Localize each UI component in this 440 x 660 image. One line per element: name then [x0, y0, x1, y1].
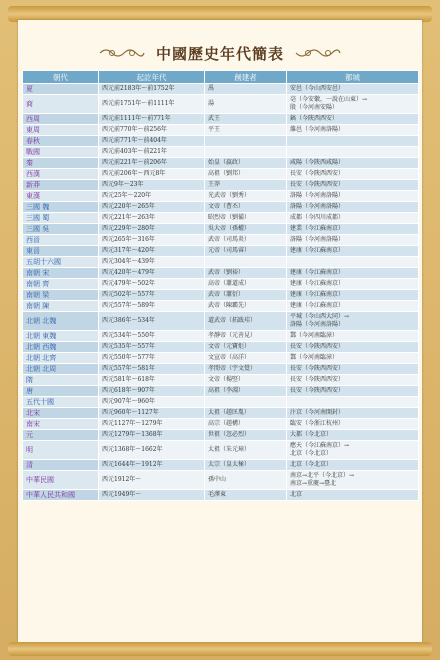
- table-row: [23, 342, 419, 353]
- cloud-ornament-icon: [98, 46, 146, 60]
- table-row: [23, 95, 419, 114]
- dynasty-cell: 清: [23, 460, 99, 471]
- capital-line: 建康（今江蘇南京）: [290, 280, 345, 287]
- dynasty-cell: 東周: [23, 125, 99, 136]
- years-cell: 西元25年～220年: [99, 191, 205, 202]
- capital-cell: [287, 114, 419, 125]
- capital-cell: [287, 397, 419, 408]
- years-cell: 西元960年～1127年: [99, 408, 205, 419]
- founder-cell: 高祖（李淵）: [205, 386, 287, 397]
- founder-cell: 孝閔帝（宇文覺）: [205, 364, 287, 375]
- capital-line: 長安（今陝西西安）: [290, 365, 345, 372]
- table-row: [23, 246, 419, 257]
- table-row: [23, 290, 419, 301]
- founder-cell: 武帝（司馬炎）: [205, 235, 287, 246]
- years-cell: 西元535年～557年: [99, 342, 205, 353]
- years-cell: 西元1949年～: [99, 490, 205, 501]
- founder-cell: 文宣帝（高洋）: [205, 353, 287, 364]
- table-row: [23, 408, 419, 419]
- capital-line: 殷（今河南安陽）: [290, 104, 339, 111]
- years-cell: 西元前770年～前256年: [99, 125, 205, 136]
- founder-cell: 太祖（朱元璋）: [205, 441, 287, 460]
- years-cell: 西元265年～316年: [99, 235, 205, 246]
- capital-cell: [287, 257, 419, 268]
- years-cell: 西元1644年～1912年: [99, 460, 205, 471]
- founder-cell: [205, 147, 287, 158]
- capital-line: 建業（今江蘇南京）: [290, 225, 345, 232]
- years-cell: 西元1368年～1662年: [99, 441, 205, 460]
- dynasty-cell: 南朝 齊: [23, 279, 99, 290]
- founder-cell: 武帝（蕭衍）: [205, 290, 287, 301]
- capital-line: 平城（今山西大同）→: [290, 313, 350, 320]
- capital-cell: [287, 342, 419, 353]
- table-body: [23, 84, 419, 501]
- table-row: [23, 114, 419, 125]
- dynasty-cell: 三國 魏: [23, 202, 99, 213]
- scroll-roller-bottom: [8, 642, 432, 656]
- capital-cell: [287, 353, 419, 364]
- dynasty-cell: 商: [23, 95, 99, 114]
- founder-cell: 孝靜帝（元善見）: [205, 331, 287, 342]
- years-cell: 西元479年～502年: [99, 279, 205, 290]
- founder-cell: 孫中山: [205, 471, 287, 490]
- table-row: [23, 364, 419, 375]
- capital-line: 長安（今陝西西安）: [290, 387, 345, 394]
- years-cell: 西元220年～265年: [99, 202, 205, 213]
- years-cell: 西元386年～534年: [99, 312, 205, 331]
- dynasty-cell: 唐: [23, 386, 99, 397]
- founder-cell: 世祖（忽必烈）: [205, 430, 287, 441]
- capital-cell: [287, 246, 419, 257]
- table-row: [23, 386, 419, 397]
- capital-line: 長安（今陝西西安）: [290, 170, 345, 177]
- dynasty-cell: 戰國: [23, 147, 99, 158]
- capital-line: 長安（今陝西西安）: [290, 376, 345, 383]
- capital-line: 臨安（今浙江杭州）: [290, 420, 345, 427]
- founder-cell: 毛澤東: [205, 490, 287, 501]
- founder-cell: [205, 257, 287, 268]
- capital-line: 應天（今江蘇南京）→: [290, 442, 350, 449]
- capital-line: 南京→北平（今北京）→: [290, 472, 355, 479]
- founder-cell: 平王: [205, 125, 287, 136]
- dynasty-cell: 春秋: [23, 136, 99, 147]
- capital-cell: [287, 430, 419, 441]
- table-row: [23, 430, 419, 441]
- capital-line: 大都（今北京）: [290, 431, 333, 438]
- dynasty-cell: 五胡十六國: [23, 257, 99, 268]
- dynasty-cell: 南朝 陳: [23, 301, 99, 312]
- capital-line: 北京（今北京）: [290, 461, 333, 468]
- capital-line: 成都（今四川成都）: [290, 214, 345, 221]
- founder-cell: 王莽: [205, 180, 287, 191]
- founder-cell: 武帝（劉裕）: [205, 268, 287, 279]
- years-cell: 西元前2183年～前1752年: [99, 84, 205, 95]
- capital-cell: [287, 180, 419, 191]
- founder-cell: 始皇（嬴政）: [205, 158, 287, 169]
- dynasty-cell: 中華民國: [23, 471, 99, 490]
- founder-cell: 湯: [205, 95, 287, 114]
- years-cell: 西元前1111年～前771年: [99, 114, 205, 125]
- table-row: [23, 441, 419, 460]
- table-row: [23, 191, 419, 202]
- years-cell: 西元557年～581年: [99, 364, 205, 375]
- table-row: [23, 375, 419, 386]
- table-row: [23, 125, 419, 136]
- years-cell: 西元420年～479年: [99, 268, 205, 279]
- founder-cell: 武帝（陳霸先）: [205, 301, 287, 312]
- years-cell: 西元618年～907年: [99, 386, 205, 397]
- table-row: [23, 460, 419, 471]
- dynasty-cell: 三國 吳: [23, 224, 99, 235]
- years-cell: 西元前771年～前404年: [99, 136, 205, 147]
- header-dynasty: 朝代: [23, 71, 99, 84]
- capital-cell: [287, 312, 419, 331]
- years-cell: 西元1279年～1368年: [99, 430, 205, 441]
- years-cell: 西元前403年～前221年: [99, 147, 205, 158]
- capital-line: 建康（今江蘇南京）: [290, 269, 345, 276]
- capital-line: 北京: [290, 491, 303, 498]
- dynasty-cell: 北朝 西魏: [23, 342, 99, 353]
- capital-line: 建康（今江蘇南京）: [290, 247, 345, 254]
- capital-cell: [287, 202, 419, 213]
- dynasty-cell: 秦: [23, 158, 99, 169]
- years-cell: 西元907年～960年: [99, 397, 205, 408]
- table-row: [23, 257, 419, 268]
- capital-cell: [287, 290, 419, 301]
- table-row: [23, 419, 419, 430]
- capital-cell: [287, 331, 419, 342]
- capital-line: 鎬（今陝西西安）: [290, 115, 339, 122]
- dynasty-cell: 中華人民共和國: [23, 490, 99, 501]
- table-row: [23, 471, 419, 490]
- table-row: [23, 158, 419, 169]
- capital-cell: [287, 191, 419, 202]
- capital-line: 北京（今北京）: [290, 450, 333, 457]
- capital-cell: [287, 235, 419, 246]
- dynasty-cell: 三國 蜀: [23, 213, 99, 224]
- capital-line: 咸陽（今陝西咸陽）: [290, 159, 345, 166]
- founder-cell: 元帝（司馬睿）: [205, 246, 287, 257]
- dynasty-cell: 北朝 東魏: [23, 331, 99, 342]
- dynasty-cell: 元: [23, 430, 99, 441]
- dynasty-cell: 隋: [23, 375, 99, 386]
- founder-cell: 吳大帝（孫權）: [205, 224, 287, 235]
- capital-cell: [287, 125, 419, 136]
- years-cell: 西元1912年～: [99, 471, 205, 490]
- dynasty-cell: 北宋: [23, 408, 99, 419]
- capital-cell: [287, 408, 419, 419]
- years-cell: 西元581年～618年: [99, 375, 205, 386]
- capital-cell: [287, 213, 419, 224]
- chronology-table: [22, 70, 419, 501]
- table-row: [23, 202, 419, 213]
- capital-cell: [287, 301, 419, 312]
- capital-line: 長安（今陝西西安）: [290, 181, 345, 188]
- capital-line: 安邑（今山西安邑）: [290, 85, 345, 92]
- capital-line: 汴京（今河南開封）: [290, 409, 345, 416]
- years-cell: 西元550年～577年: [99, 353, 205, 364]
- years-cell: 西元304年～439年: [99, 257, 205, 268]
- capital-cell: [287, 136, 419, 147]
- capital-line: 鄴（今河南臨漳）: [290, 354, 339, 361]
- dynasty-cell: 夏: [23, 84, 99, 95]
- capital-cell: [287, 169, 419, 180]
- capital-line: 雒邑（今河南洛陽）: [290, 126, 345, 133]
- table-row: [23, 353, 419, 364]
- table-row: [23, 84, 419, 95]
- table-row: [23, 213, 419, 224]
- dynasty-cell: 東漢: [23, 191, 99, 202]
- capital-cell: [287, 460, 419, 471]
- years-cell: 西元557年～589年: [99, 301, 205, 312]
- dynasty-cell: 西周: [23, 114, 99, 125]
- capital-cell: [287, 95, 419, 114]
- years-cell: 西元9年～23年: [99, 180, 205, 191]
- capital-cell: [287, 471, 419, 490]
- capital-line: 建康（今江蘇南京）: [290, 291, 345, 298]
- dynasty-cell: 西晉: [23, 235, 99, 246]
- table-row: [23, 235, 419, 246]
- founder-cell: 光武帝（劉秀）: [205, 191, 287, 202]
- capital-line: 鄴（今河南臨漳）: [290, 332, 339, 339]
- founder-cell: [205, 136, 287, 147]
- capital-line: 洛陽（今河南洛陽）: [290, 236, 345, 243]
- table-row: [23, 136, 419, 147]
- dynasty-cell: 新莽: [23, 180, 99, 191]
- table-header-row: [23, 71, 419, 84]
- table-row: [23, 169, 419, 180]
- table-row: [23, 490, 419, 501]
- years-cell: 西元502年～557年: [99, 290, 205, 301]
- table-row: [23, 224, 419, 235]
- years-cell: 西元前1751年～前1111年: [99, 95, 205, 114]
- dynasty-cell: 東晉: [23, 246, 99, 257]
- founder-cell: 武王: [205, 114, 287, 125]
- capital-cell: [287, 279, 419, 290]
- dynasty-cell: 明: [23, 441, 99, 460]
- capital-line: 建康（今江蘇南京）: [290, 302, 345, 309]
- table-row: [23, 301, 419, 312]
- table-row: [23, 268, 419, 279]
- dynasty-cell: 南朝 梁: [23, 290, 99, 301]
- table-row: [23, 312, 419, 331]
- capital-cell: [287, 268, 419, 279]
- table-row: [23, 331, 419, 342]
- years-cell: 西元前221年～前206年: [99, 158, 205, 169]
- founder-cell: 高帝（蕭道成）: [205, 279, 287, 290]
- title-bar: [18, 38, 422, 68]
- page-title: 中國歷史年代簡表: [155, 44, 284, 63]
- dynasty-cell: 南宋: [23, 419, 99, 430]
- capital-cell: [287, 490, 419, 501]
- founder-cell: 文帝（楊堅）: [205, 375, 287, 386]
- founder-cell: [205, 397, 287, 408]
- founder-cell: 高宗（趙構）: [205, 419, 287, 430]
- years-cell: 西元229年～280年: [99, 224, 205, 235]
- header-capital: 都城: [287, 71, 419, 84]
- capital-cell: [287, 158, 419, 169]
- capital-line: 洛陽（今河南洛陽）: [290, 192, 345, 199]
- founder-cell: 禹: [205, 84, 287, 95]
- cloud-ornament-icon: [294, 46, 342, 60]
- capital-line: 洛陽（今河南洛陽）: [290, 203, 345, 210]
- founder-cell: 太宗（皇太極）: [205, 460, 287, 471]
- table-row: [23, 279, 419, 290]
- founder-cell: 高祖（劉邦）: [205, 169, 287, 180]
- years-cell: 西元1127年～1279年: [99, 419, 205, 430]
- capital-cell: [287, 441, 419, 460]
- dynasty-cell: 北朝 北齊: [23, 353, 99, 364]
- dynasty-cell: 北朝 北周: [23, 364, 99, 375]
- dynasty-cell: 西漢: [23, 169, 99, 180]
- capital-cell: [287, 419, 419, 430]
- capital-cell: [287, 224, 419, 235]
- capital-cell: [287, 386, 419, 397]
- founder-cell: 文帝（曹丕）: [205, 202, 287, 213]
- dynasty-cell: 五代十國: [23, 397, 99, 408]
- years-cell: 西元317年～420年: [99, 246, 205, 257]
- founder-cell: 文帝（元寶炬）: [205, 342, 287, 353]
- years-cell: 西元221年～263年: [99, 213, 205, 224]
- capital-line: 洛陽（今河南洛陽）: [290, 321, 345, 328]
- dynasty-cell: 北朝 北魏: [23, 312, 99, 331]
- years-cell: 西元前206年～西元8年: [99, 169, 205, 180]
- header-years: 起訖年代: [99, 71, 205, 84]
- dynasty-cell: 南朝 宋: [23, 268, 99, 279]
- table-row: [23, 147, 419, 158]
- capital-cell: [287, 84, 419, 95]
- header-founder: 創建者: [205, 71, 287, 84]
- capital-cell: [287, 375, 419, 386]
- capital-cell: [287, 147, 419, 158]
- capital-line: 亳（今安徽，一說在山東）→: [290, 96, 368, 103]
- capital-line: 南京→重慶→臺北: [290, 480, 337, 487]
- table-row: [23, 180, 419, 191]
- chronology-sheet: [18, 20, 422, 644]
- capital-line: 長安（今陝西西安）: [290, 343, 345, 350]
- years-cell: 西元534年～550年: [99, 331, 205, 342]
- capital-cell: [287, 364, 419, 375]
- founder-cell: 昭烈帝（劉備）: [205, 213, 287, 224]
- founder-cell: 道武帝（拓跋珪）: [205, 312, 287, 331]
- table-row: [23, 397, 419, 408]
- founder-cell: 太祖（趙匡胤）: [205, 408, 287, 419]
